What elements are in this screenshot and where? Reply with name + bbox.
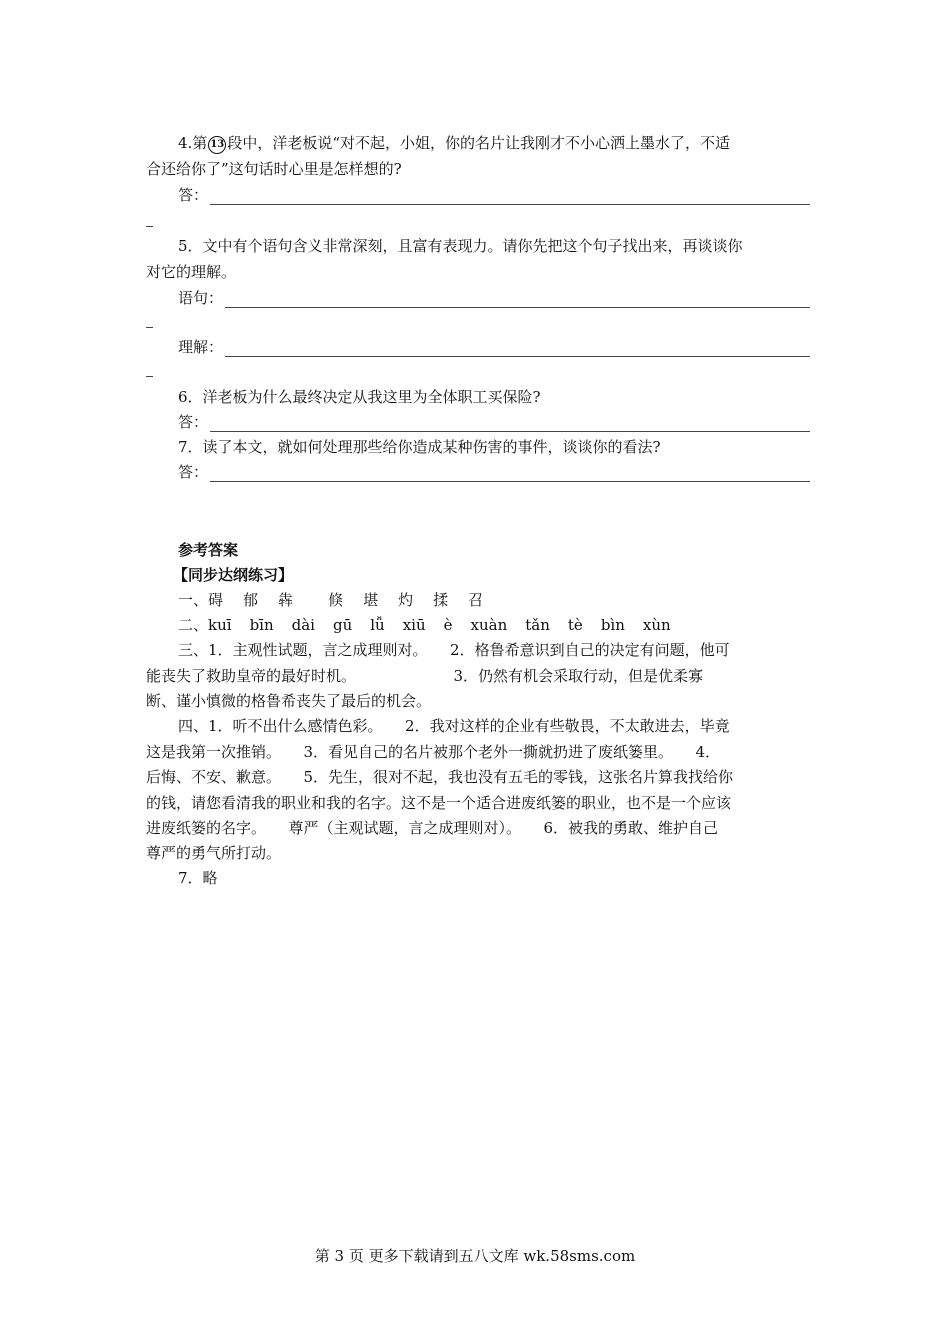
- q6-line1: 6．洋老板为什么最终决定从我这里为全体职工买保险?: [178, 388, 541, 406]
- q4-prefix: 4.第: [178, 134, 208, 152]
- pinyin-item: bìn: [600, 616, 625, 634]
- q5-line1: 5．文中有个语句含义非常深刻，且富有表现力。请你先把这个句子找出来，再谈谈你: [178, 237, 743, 255]
- pinyin-item: è: [443, 616, 453, 634]
- part1-char: 碍: [208, 591, 224, 609]
- q4-answer-label: 答：: [178, 186, 209, 204]
- answers-part3-line2: 能丧失了救助皇帝的最好时机。 3．仍然有机会采取行动，但是优柔寡: [146, 667, 704, 685]
- pinyin-item: lǚ: [370, 616, 385, 634]
- page-footer: 第 3 页 更多下载请到五八文库 wk.58sms.com: [314, 1247, 636, 1265]
- pinyin-item: xuàn: [470, 616, 508, 634]
- q5-sentence-continuation: [146, 327, 153, 328]
- pinyin-item: xiū: [402, 616, 426, 634]
- answers-part4-line1: 四、1．听不出什么感情色彩。 2．我对这样的企业有些敬畏，不太敢进去，毕竟: [178, 717, 730, 735]
- answers-part3-line3: 断、谨小慎微的格鲁希丧失了最后的机会。: [146, 692, 432, 710]
- q6-answer-line[interactable]: [210, 417, 810, 432]
- answers-subheading: 【同步达纲练习】: [173, 566, 294, 584]
- pinyin-item: kuī: [208, 616, 232, 634]
- part2-prefix: 二、: [178, 616, 209, 634]
- q5-understanding-line[interactable]: [225, 342, 810, 357]
- answers-heading: 参考答案: [178, 541, 239, 559]
- answers-part4-line2: 这是我第一次推销。 3．看见自己的名片被那个老外一撕就扔进了废纸篓里。 4．: [146, 743, 721, 761]
- q7-answer-label: 答：: [178, 463, 209, 481]
- pinyin-item: bīn: [249, 616, 274, 634]
- q5-sentence-line[interactable]: [225, 293, 810, 308]
- part1-prefix: 一、: [178, 591, 209, 609]
- q5-sentence-label: 语句：: [178, 289, 224, 307]
- part1-char: 堪: [363, 591, 379, 609]
- q4-answer-line[interactable]: [210, 190, 810, 205]
- pinyin-item: gū: [332, 616, 353, 634]
- q6-answer-row[interactable]: [178, 412, 810, 432]
- q6-answer-label: 答：: [178, 413, 209, 431]
- answers-part4-line6: 尊严的勇气所打动。: [146, 844, 282, 862]
- answers-part1: [178, 590, 810, 610]
- answers-part7: 7．略: [178, 869, 218, 887]
- q5-understanding-row[interactable]: [178, 337, 810, 357]
- part1-char: 郁: [243, 591, 259, 609]
- part1-char: 灼: [398, 591, 414, 609]
- answers-part4-line3: 后悔、不安、歉意。 5．先生，很对不起，我也没有五毛的零钱，这张名片算我找给你: [146, 768, 734, 786]
- q5-sentence-row[interactable]: [178, 288, 810, 308]
- part1-char: 倏: [328, 591, 344, 609]
- pinyin-item: tè: [567, 616, 583, 634]
- q5-understanding-label: 理解：: [178, 338, 224, 356]
- pinyin-item: tǎn: [525, 616, 550, 634]
- pinyin-item: xùn: [642, 616, 671, 634]
- part1-char: 召: [468, 591, 484, 609]
- answers-part4-line4: 的钱，请您看清我的职业和我的名字。这不是一个适合进废纸篓的职业，也不是一个应该: [146, 794, 732, 812]
- q4-line1: [178, 133, 810, 154]
- q4-line-continuation: [146, 226, 153, 227]
- part1-char: 揉: [433, 591, 449, 609]
- circled-number-13: 13: [208, 136, 226, 154]
- answers-part2: [178, 615, 810, 635]
- answers-part3-line1: 三、1．主观性试题，言之成理则对。 2．格鲁希意识到自己的决定有问题，他可: [178, 641, 730, 659]
- q5-line2: 对它的理解。: [146, 263, 237, 281]
- q5-understanding-continuation: [146, 376, 153, 377]
- q7-answer-line[interactable]: [210, 467, 810, 482]
- q4-line2: 合还给你了”这句话时心里是怎样想的?: [146, 160, 402, 178]
- pinyin-item: dài: [291, 616, 315, 634]
- part1-char: 犇: [278, 591, 294, 609]
- q4-answer-row[interactable]: [178, 185, 810, 205]
- q7-answer-row[interactable]: [178, 462, 810, 482]
- answers-part4-line5: 进废纸篓的名字。 尊严（主观试题，言之成理则对）。 6．被我的勇敢、维护自己: [146, 819, 719, 837]
- q7-line1: 7．读了本文，就如何处理那些给你造成某种伤害的事件，谈谈你的看法?: [178, 438, 661, 456]
- q4-text: 段中，洋老板说“对不起，小姐，你的名片让我刚才不小心洒上墨水了，不适: [227, 134, 730, 152]
